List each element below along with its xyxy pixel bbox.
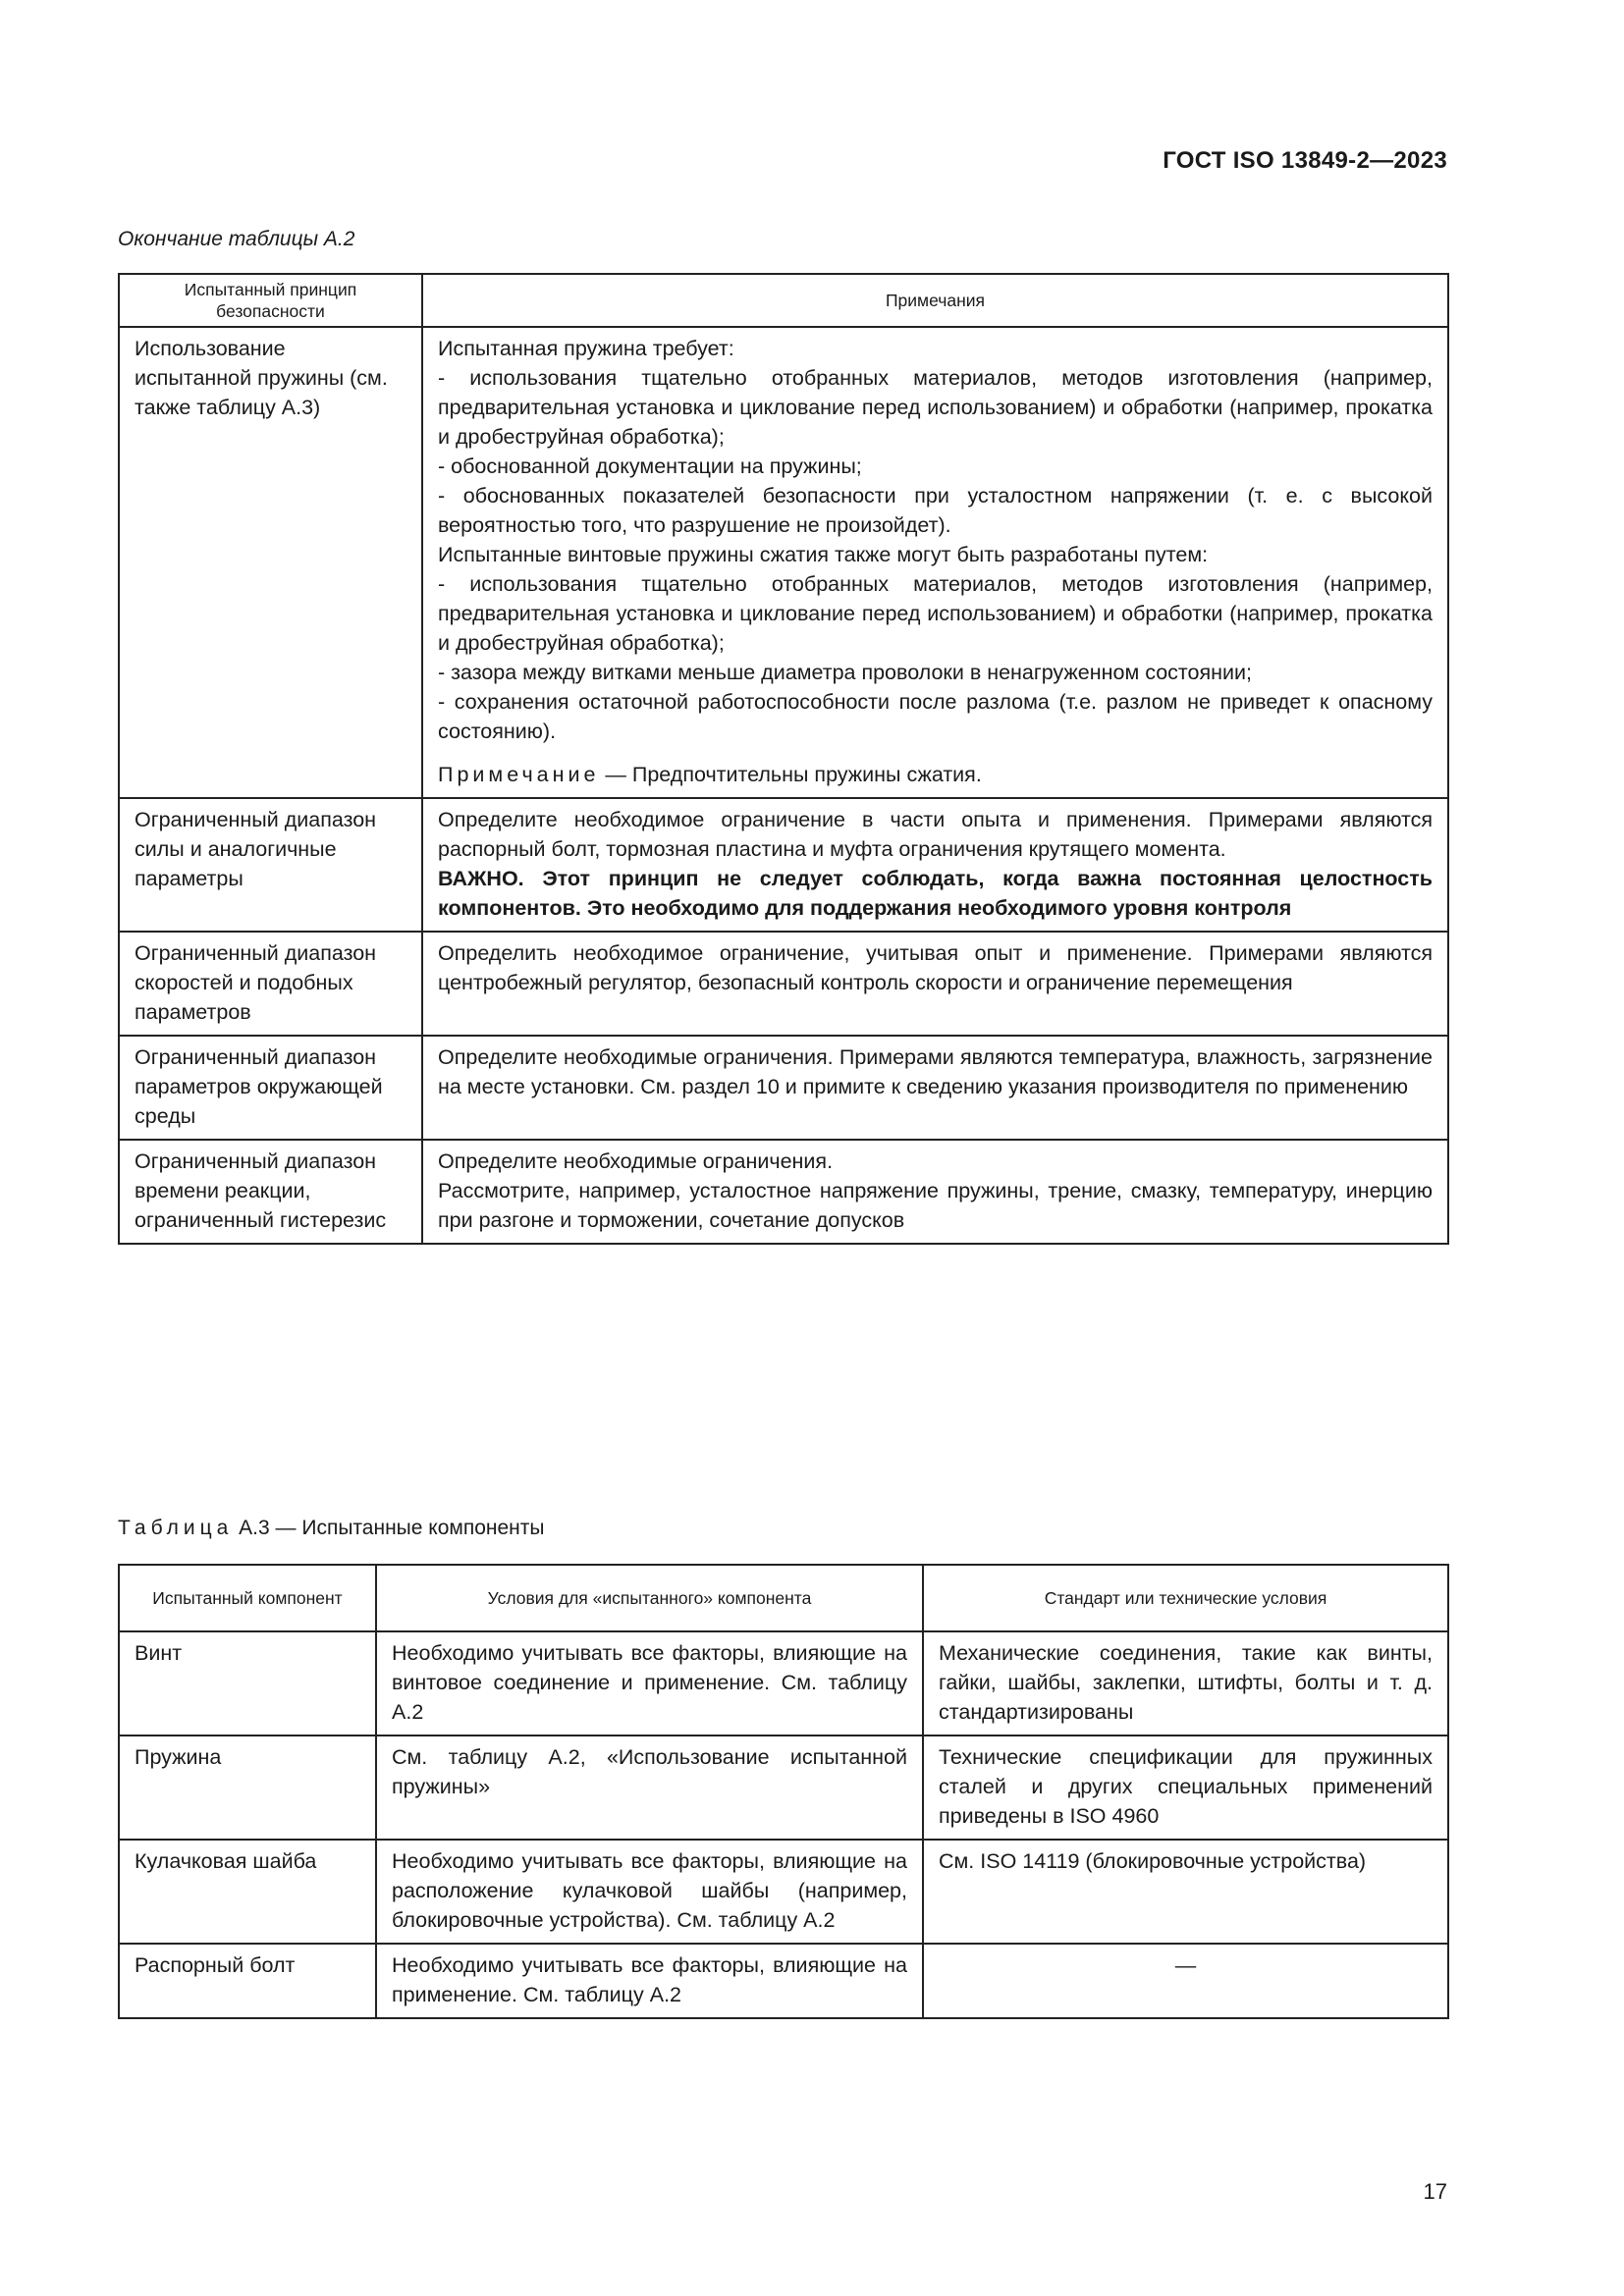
table-row (119, 1944, 1448, 2018)
standard-cell: — (923, 1944, 1448, 2018)
notes-cell: Определить необходимое ограничение, учитывая опыт и применение. Примерами являются центробежный регулятор, безопасный контроль скорости и ограничение перемещения (422, 932, 1448, 1036)
column-header-notes: Примечания (422, 274, 1448, 327)
principle-cell: Ограниченный диапазон параметров окружающей среды (119, 1036, 422, 1140)
table-a3-caption-title: А.3 — Испытанные компоненты (233, 1517, 545, 1539)
table-a2 (118, 273, 1449, 1245)
table-row (119, 1735, 1448, 1840)
notes-line: - зазора между витками меньше диаметра проволоки в ненагруженном состоянии; (438, 661, 1252, 684)
notes-line: Испытанные винтовые пружины сжатия также могут быть разработаны путем: (438, 543, 1209, 566)
component-cell: Винт (119, 1631, 376, 1735)
notes-line: Испытанная пружина требует: (438, 337, 734, 360)
notes-cell (422, 798, 1448, 932)
table-a3-caption-label: Таблица (118, 1517, 234, 1539)
notes-line: - обоснованной документации на пружины; (438, 454, 862, 478)
component-cell: Распорный болт (119, 1944, 376, 2018)
notes-text: Определите необходимое ограничение в части опыта и применения. Примерами являются распорный болт, тормозная пластина и муфта ограничения крутящего момента. (438, 808, 1433, 861)
standard-cell: См. ISO 14119 (блокировочные устройства) (923, 1840, 1448, 1944)
table-a3-caption (118, 1517, 544, 1540)
important-notice: ВАЖНО. Этот принцип не следует соблюдать, когда важна постоянная целостность компонентов. Это необходимо для поддержания необходимого уровня контроля (438, 867, 1433, 920)
table-row (119, 798, 1448, 932)
table-row (119, 1140, 1448, 1244)
notes-line: - обоснованных показателей безопасности при усталостном напряжении (т. е. с высокой вероятностью того, что разрушение не произойдет). (438, 484, 1433, 537)
notes-line: - сохранения остаточной работоспособности после разлома (т.е. разлом не приведет к опасному состоянию). (438, 690, 1433, 743)
note-text: — Предпочтительны пружины сжатия. (599, 763, 982, 786)
principle-cell: Использование испытанной пружины (см. также таблицу А.3) (119, 327, 422, 798)
column-header-standard: Стандарт или технические условия (923, 1565, 1448, 1631)
conditions-cell: Необходимо учитывать все факторы, влияющие на расположение кулачковой шайбы (например, блокировочные устройства). См. таблицу А.2 (376, 1840, 923, 1944)
table-row (119, 327, 1448, 798)
notes-line: - использования тщательно отобранных материалов, методов изготовления (например, предварительная установка и циклование перед использованием) и обработки (например, прокатка и дробеструйная обработка); (438, 572, 1433, 655)
conditions-cell: Необходимо учитывать все факторы, влияющие на винтовое соединение и применение. См. таблицу А.2 (376, 1631, 923, 1735)
table-row (119, 1631, 1448, 1735)
notes-cell (422, 1140, 1448, 1244)
notes-line: Определите необходимые ограничения. (438, 1149, 834, 1173)
table-a2-caption: Окончание таблицы А.2 (118, 228, 355, 250)
page-number: 17 (1423, 2179, 1447, 2204)
note-paragraph (438, 760, 1433, 789)
column-header-principle: Испытанный принцип безопасности (119, 274, 422, 327)
table-a3-header-row (119, 1565, 1448, 1631)
table-row (119, 932, 1448, 1036)
notes-line: - использования тщательно отобранных материалов, методов изготовления (например, предварительная установка и циклование перед использованием) и обработки (например, прокатка и дробеструйная обработка); (438, 366, 1433, 449)
notes-cell (422, 327, 1448, 798)
notes-line: Рассмотрите, например, усталостное напряжение пружины, трение, смазку, температуру, инерцию при разгоне и торможении, сочетание допусков (438, 1179, 1433, 1232)
principle-cell: Ограниченный диапазон времени реакции, ограниченный гистерезис (119, 1140, 422, 1244)
conditions-cell: Необходимо учитывать все факторы, влияющие на применение. См. таблицу А.2 (376, 1944, 923, 2018)
column-header-component: Испытанный компонент (119, 1565, 376, 1631)
conditions-cell: См. таблицу А.2, «Использование испытанной пружины» (376, 1735, 923, 1840)
note-label: Примечание (438, 763, 600, 786)
standard-code: ГОСТ ISO 13849-2—2023 (1163, 147, 1447, 174)
table-row (119, 1036, 1448, 1140)
component-cell: Пружина (119, 1735, 376, 1840)
component-cell: Кулачковая шайба (119, 1840, 376, 1944)
table-a3 (118, 1564, 1449, 2019)
principle-cell: Ограниченный диапазон скоростей и подобных параметров (119, 932, 422, 1036)
standard-cell: Технические спецификации для пружинных сталей и других специальных применений приведены в ISO 4960 (923, 1735, 1448, 1840)
notes-cell: Определите необходимые ограничения. Примерами являются температура, влажность, загрязнение на месте установки. См. раздел 10 и примите к сведению указания производителя по применению (422, 1036, 1448, 1140)
column-header-conditions: Условия для «испытанного» компонента (376, 1565, 923, 1631)
principle-cell: Ограниченный диапазон силы и аналогичные параметры (119, 798, 422, 932)
table-a2-header-row (119, 274, 1448, 327)
table-row (119, 1840, 1448, 1944)
standard-cell: Механические соединения, такие как винты, гайки, шайбы, заклепки, штифты, болты и т. д. стандартизированы (923, 1631, 1448, 1735)
